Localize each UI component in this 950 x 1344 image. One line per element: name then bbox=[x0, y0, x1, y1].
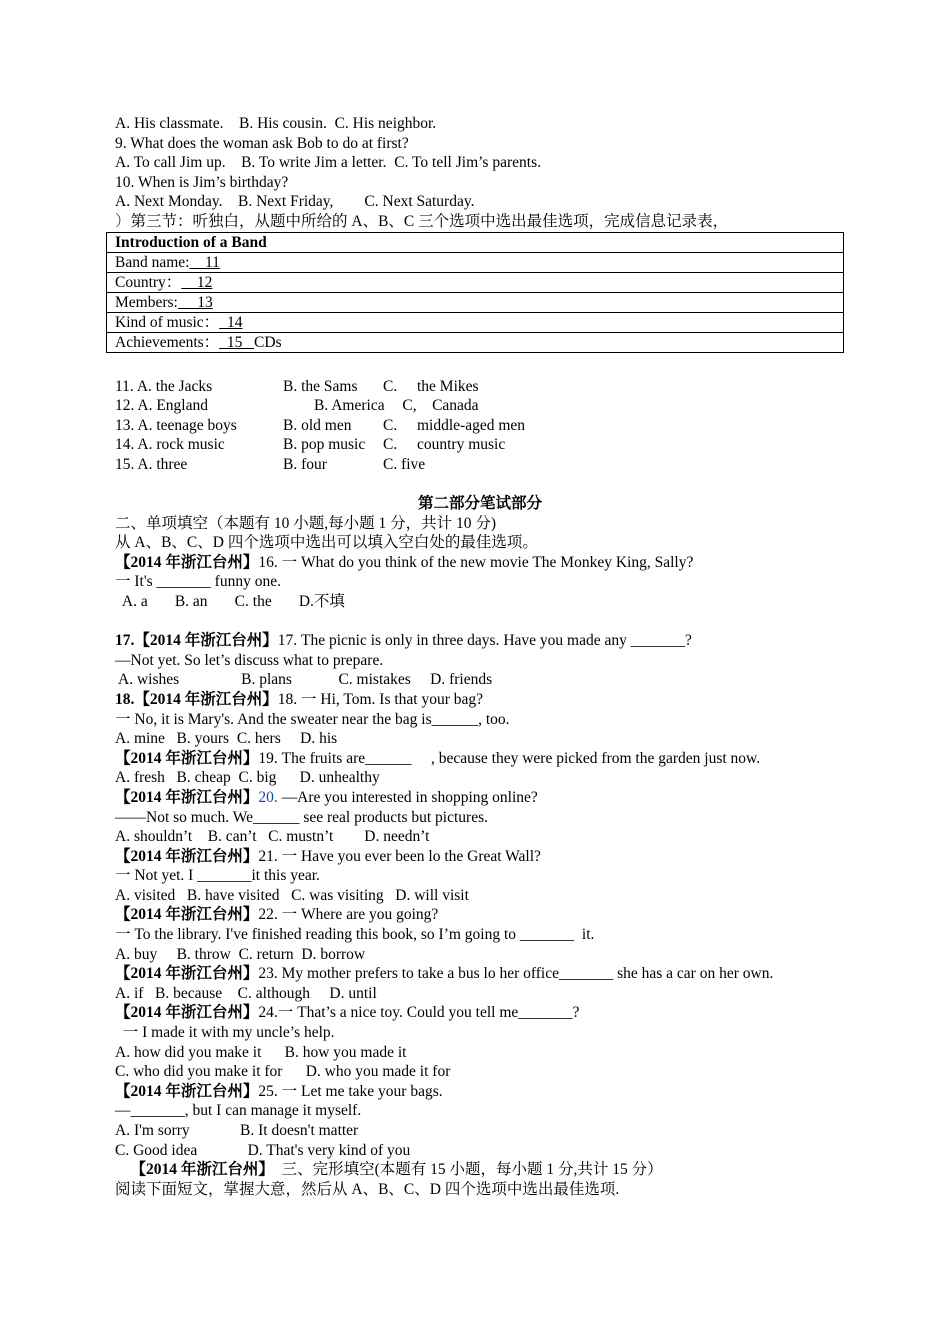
exam-line bbox=[115, 1003, 845, 1023]
q8-options: A. His classmate. B. His cousin. C. His neighbor. bbox=[115, 115, 437, 132]
line-text: A. I'm sorry B. It doesn't matter bbox=[115, 1122, 359, 1139]
exam-line bbox=[115, 808, 845, 828]
exam-line bbox=[115, 905, 845, 925]
source-tag: 【2014 年浙江台州】 bbox=[115, 553, 259, 571]
line-text: 19. The fruits are______ , because they were picked from the garden just now. bbox=[258, 749, 761, 767]
band-info-table bbox=[106, 232, 844, 353]
line-text: 一 I made it with my uncle’s help. bbox=[115, 1024, 335, 1042]
exam-line bbox=[115, 651, 845, 671]
exam-line bbox=[115, 1101, 845, 1121]
exam-line bbox=[115, 729, 845, 749]
exam-line bbox=[115, 533, 845, 553]
q10-question: 10. When is Jim’s birthday? bbox=[115, 173, 289, 191]
line-text: —Not yet. So let’s discuss what to prepare. bbox=[115, 651, 384, 669]
part2-title: 第二部分笔试部分 bbox=[417, 495, 542, 512]
section3-text: 第三节：听独白，从题中所给的 A、B、C 三个选项中选出最佳选项，完成信息记录表， bbox=[130, 212, 729, 230]
exam-line bbox=[115, 612, 845, 632]
line-text: ——Not so much. We______ see real products but pictures. bbox=[115, 808, 488, 826]
exam-line bbox=[115, 592, 845, 612]
line-text: A. how did you make it B. how you made it bbox=[115, 1043, 407, 1061]
band-table-row-achievements: Achievements： 15 CDs bbox=[107, 333, 844, 353]
options-row: 13. A. teenage boys B. old men C. middle-aged men bbox=[115, 416, 526, 434]
line-text: 17. The picnic is only in three days. Have you made any _______? bbox=[277, 632, 692, 650]
exam-line bbox=[115, 1062, 845, 1082]
listening-top-block bbox=[115, 114, 845, 232]
options-row: 11. A. the Jacks B. the Sams C. the Mikes bbox=[115, 378, 479, 395]
line-text: 一 No, it is Mary's. And the sweater near the bag is______, too. bbox=[115, 710, 510, 728]
exam-line bbox=[115, 1043, 845, 1063]
line-text: 18. 一 Hi, Tom. Is that your bag? bbox=[277, 690, 484, 708]
exam-line bbox=[115, 925, 845, 945]
options-row: 14. A. rock music B. pop music C. country music bbox=[115, 436, 506, 454]
source-tag: 【2014 年浙江台州】 bbox=[115, 788, 259, 806]
line-text: —_______, but I can manage it myself. bbox=[115, 1102, 362, 1120]
line-text: 16. 一 What do you think of the new movie The Monkey King, Sally? bbox=[258, 553, 694, 571]
section3-bracket: ） bbox=[115, 212, 131, 230]
line-text: 从 A、B、C、D 四个选项中选出可以填入空白处的最佳选项。 bbox=[115, 534, 538, 552]
source-tag: 【2014 年浙江台州】 bbox=[115, 906, 259, 924]
line-text: A. buy B. throw C. return D. borrow bbox=[115, 945, 366, 963]
line-text: 一 To the library. I've finished reading this book, so I’m going to _______ it. bbox=[115, 926, 595, 944]
exam-line bbox=[115, 749, 845, 769]
exam-line bbox=[115, 886, 845, 906]
source-tag: 【2014 年浙江台州】 bbox=[115, 1082, 259, 1100]
line-text: 一 It's _______ funny one. bbox=[115, 573, 281, 591]
exam-line bbox=[115, 847, 845, 867]
exam-line bbox=[115, 514, 845, 534]
blank-11: 11 bbox=[189, 254, 220, 271]
exam-line bbox=[115, 1160, 845, 1180]
exam-line bbox=[115, 572, 845, 592]
line-text: 25. 一 Let me take your bags. bbox=[258, 1082, 443, 1100]
options-row: 12. A. England B. America C, Canada bbox=[115, 397, 479, 415]
exam-line bbox=[115, 788, 845, 808]
exam-line bbox=[115, 945, 845, 965]
line-text: 23. My mother prefers to take a bus lo her office_______ she has a car on her own. bbox=[258, 965, 774, 983]
line-text: A. mine B. yours C. hers D. his bbox=[115, 730, 338, 748]
source-tag: 【2014 年浙江台州】 bbox=[115, 847, 259, 865]
line-text: C. who did you make it for D. who you made it for bbox=[115, 1063, 451, 1081]
source-tag: 【2014 年浙江台州】 bbox=[115, 965, 259, 983]
band-table-title: Introduction of a Band bbox=[107, 233, 844, 253]
q11-15-options bbox=[115, 377, 526, 474]
blank-13: 13 bbox=[177, 294, 213, 311]
q10-options: A. Next Monday. B. Next Friday, C. Next Saturday. bbox=[115, 193, 475, 211]
line-text: 21. 一 Have you ever been lo the Great Wall? bbox=[258, 847, 541, 865]
exam-line bbox=[115, 631, 845, 651]
exam-line bbox=[115, 1121, 845, 1141]
exam-line bbox=[115, 710, 845, 730]
exam-line bbox=[115, 1141, 845, 1161]
band-table-row-name: Band name: 11 bbox=[107, 253, 844, 273]
q9-question: 9. What does the woman ask Bob to do at first? bbox=[115, 134, 409, 152]
blank-15: 15 bbox=[219, 334, 255, 351]
blank-12: 12 bbox=[181, 274, 213, 291]
line-text: A. visited B. have visited C. was visiting D. will visit bbox=[115, 886, 469, 904]
line-text: A. shouldn’t B. can’t C. mustn’t D. needn’t bbox=[115, 828, 430, 846]
line-text: A. if B. because C. although D. until bbox=[115, 984, 377, 1002]
exam-line bbox=[115, 866, 845, 886]
line-text: —Are you interested in shopping online? bbox=[277, 788, 538, 806]
band-table-row-music: Kind of music： 14 bbox=[107, 313, 844, 333]
line-text: 阅读下面短文，掌握大意，然后从 A、B、C、D 四个选项中选出最佳选项. bbox=[115, 1180, 620, 1198]
band-table-row-members: Members: 13 bbox=[107, 293, 844, 313]
exam-line bbox=[115, 670, 845, 690]
section3-heading bbox=[115, 212, 845, 232]
blank-14: 14 bbox=[219, 314, 243, 331]
line-text: A. fresh B. cheap C. big D. unhealthy bbox=[115, 769, 380, 787]
source-tag: 【2014 年浙江台州】 bbox=[115, 1161, 274, 1179]
band-table-row-country: Country： 12 bbox=[107, 273, 844, 293]
exam-line bbox=[115, 827, 845, 847]
line-text: 22. 一 Where are you going? bbox=[258, 906, 439, 924]
line-text: 24.一 That’s a nice toy. Could you tell me_______? bbox=[258, 1004, 580, 1022]
q9-options: A. To call Jim up. B. To write Jim a letter. C. To tell Jim’s parents. bbox=[115, 154, 541, 172]
line-text: A. wishes B. plans C. mistakes D. friends bbox=[115, 671, 493, 689]
part2-lines bbox=[115, 514, 845, 1200]
exam-line bbox=[115, 984, 845, 1004]
source-tag: 17.【2014 年浙江台州】 bbox=[115, 632, 278, 650]
line-text: A. a B. an C. the D.不填 bbox=[115, 592, 345, 610]
exam-line bbox=[115, 1082, 845, 1102]
line-text: C. Good idea D. That's very kind of you bbox=[115, 1141, 411, 1159]
source-tag: 【2014 年浙江台州】 bbox=[115, 1004, 259, 1022]
exam-line bbox=[115, 768, 845, 788]
exam-line bbox=[115, 964, 845, 984]
exam-line bbox=[115, 1180, 845, 1200]
line-text: 三、完形填空(本题有 15 小题，每小题 1 分,共计 15 分） bbox=[273, 1161, 663, 1179]
options-row: 15. A. three B. four C. five bbox=[115, 455, 426, 473]
exam-line bbox=[115, 553, 845, 573]
source-tag: 【2014 年浙江台州】 bbox=[115, 749, 259, 767]
line-text: 一 Not yet. I _______it this year. bbox=[115, 867, 320, 885]
source-tag: 18.【2014 年浙江台州】 bbox=[115, 690, 278, 708]
written-part bbox=[115, 494, 845, 1199]
question-number: 20. bbox=[258, 788, 278, 806]
exam-line bbox=[115, 1023, 845, 1043]
exam-line bbox=[115, 690, 845, 710]
line-text: 二、单项填空（本题有 10 小题,每小题 1 分，共计 10 分) bbox=[115, 514, 497, 532]
